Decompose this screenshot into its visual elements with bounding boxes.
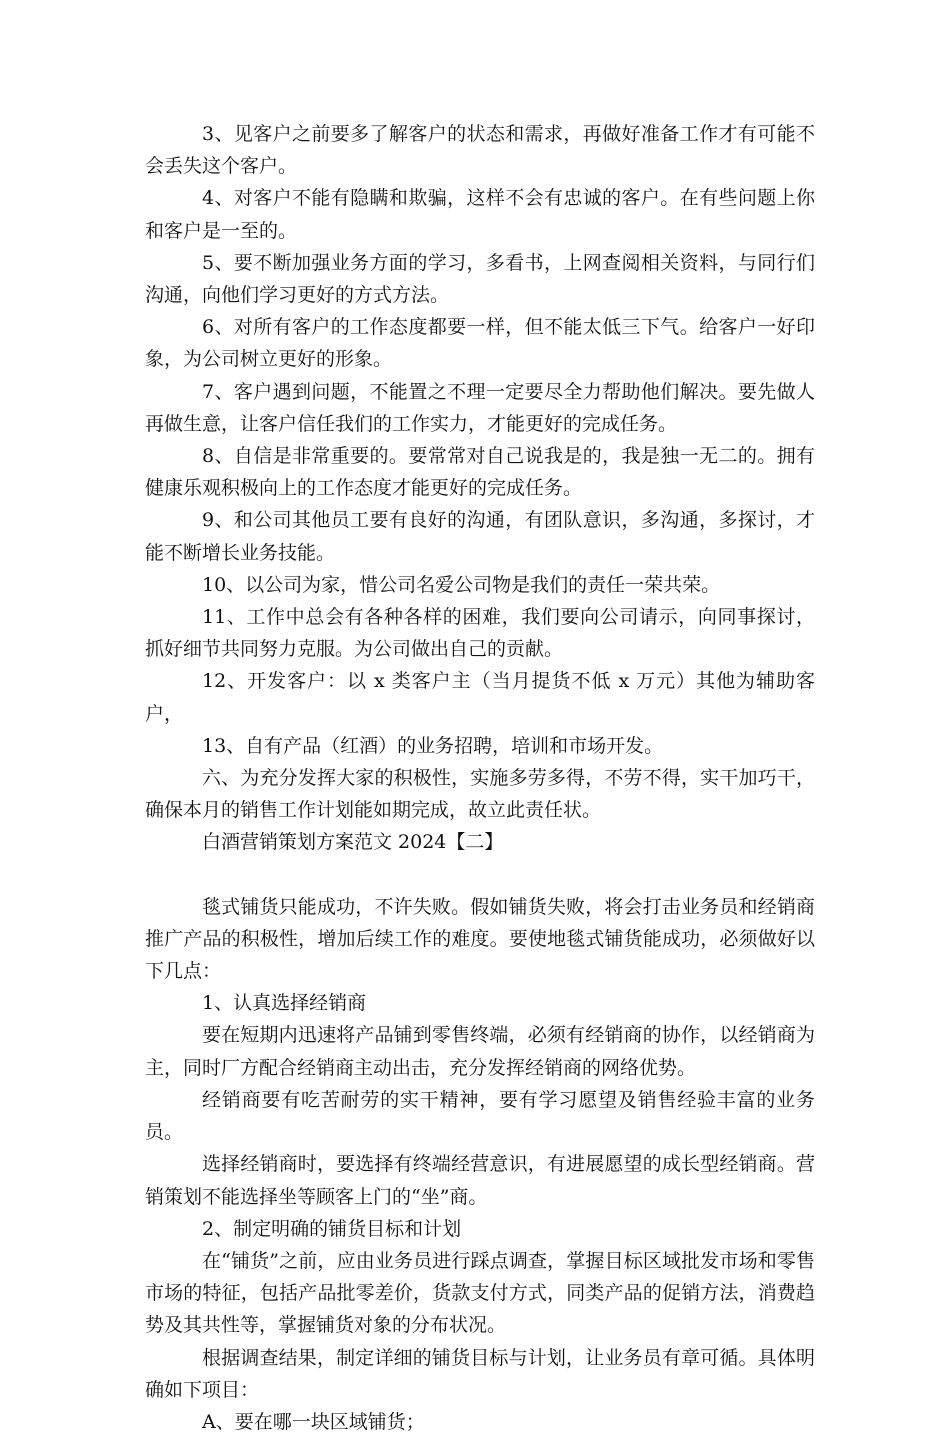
paragraph: 毯式铺货只能成功，不许失败。假如铺货失败，将会打击业务员和经销商推广产品的积极性，增加后续工作的难度。要使地毯式铺货能成功，必须做好以下几点： [145,895,815,983]
paragraph: 要在短期内迅速将产品铺到零售终端，必须有经销商的协作，以经销商为主，同时厂方配合经销商主动出击，充分发挥经销商的网络优势。 [145,1024,815,1079]
section-heading: 白酒营销策划方案范文 2024【二】 [202,831,504,854]
paragraph: 6、对所有客户的工作态度都要一样，但不能太低三下气。给客户一好印象，为公司树立更好的形象。 [145,316,815,371]
paragraph: 9、和公司其他员工要有良好的沟通，有团队意识，多沟通，多探讨，才能不断增长业务技能。 [145,509,815,564]
paragraph: 六、为充分发挥大家的积极性，实施多劳多得，不劳不得，实干加巧干，确保本月的销售工作计划能如期完成，故立此责任状。 [145,767,815,822]
paragraph: 在“铺货”之前，应由业务员进行踩点调查，掌握目标区域批发市场和零售市场的特征，包括产品批零差价，货款支付方式，同类产品的促销方法，消费趋势及其共性等，掌握铺货对象的分布状况。 [145,1249,815,1337]
subheading: 2、制定明确的铺货目标和计划 [202,1217,462,1240]
paragraph: 8、自信是非常重要的。要常常对自己说我是的，我是独一无二的。拥有健康乐观积极向上的工作态度才能更好的完成任务。 [145,445,815,500]
document-body [145,118,815,1438]
paragraph: 3、见客户之前要多了解客户的状态和需求，再做好准备工作才有可能不会丢失这个客户。 [145,123,815,178]
subheading: 1、认真选择经销商 [202,992,367,1015]
paragraph: 经销商要有吃苦耐劳的实干精神，要有学习愿望及销售经验丰富的业务员。 [145,1088,815,1144]
paragraph: 13、自有产品（红酒）的业务招聘，培训和市场开发。 [202,734,664,757]
blank-line [145,859,815,891]
paragraph: 选择经销商时，要选择有终端经营意识，有进展愿望的成长型经销商。营销策划不能选择坐等顾客上门的“坐”商。 [145,1153,815,1208]
paragraph: 4、对客户不能有隐瞒和欺骗，这样不会有忠诚的客户。在有些问题上你和客户是一至的。 [145,187,815,242]
paragraph: 根据调查结果，制定详细的铺货目标与计划，让业务员有章可循。具体明确如下项目： [145,1346,815,1401]
paragraph: 7、客户遇到问题，不能置之不理一定要尽全力帮助他们解决。要先做人再做生意，让客户信任我们的工作实力，才能更好的完成任务。 [145,380,815,435]
paragraph: 5、要不断加强业务方面的学习，多看书，上网查阅相关资料，与同行们沟通，向他们学习更好的方式方法。 [145,251,815,307]
paragraph: 10、以公司为家，惜公司名爱公司物是我们的责任一荣共荣。 [202,573,721,596]
paragraph: A、要在哪一块区域铺货； [202,1410,425,1433]
paragraph: 11、工作中总会有各种各样的困难，我们要向公司请示，向同事探讨，抓好细节共同努力克服。为公司做出自己的贡献。 [145,606,815,661]
paragraph: 12、开发客户：以 x 类客户主（当月提货不低 x 万元）其他为辅助客户， [145,670,815,725]
